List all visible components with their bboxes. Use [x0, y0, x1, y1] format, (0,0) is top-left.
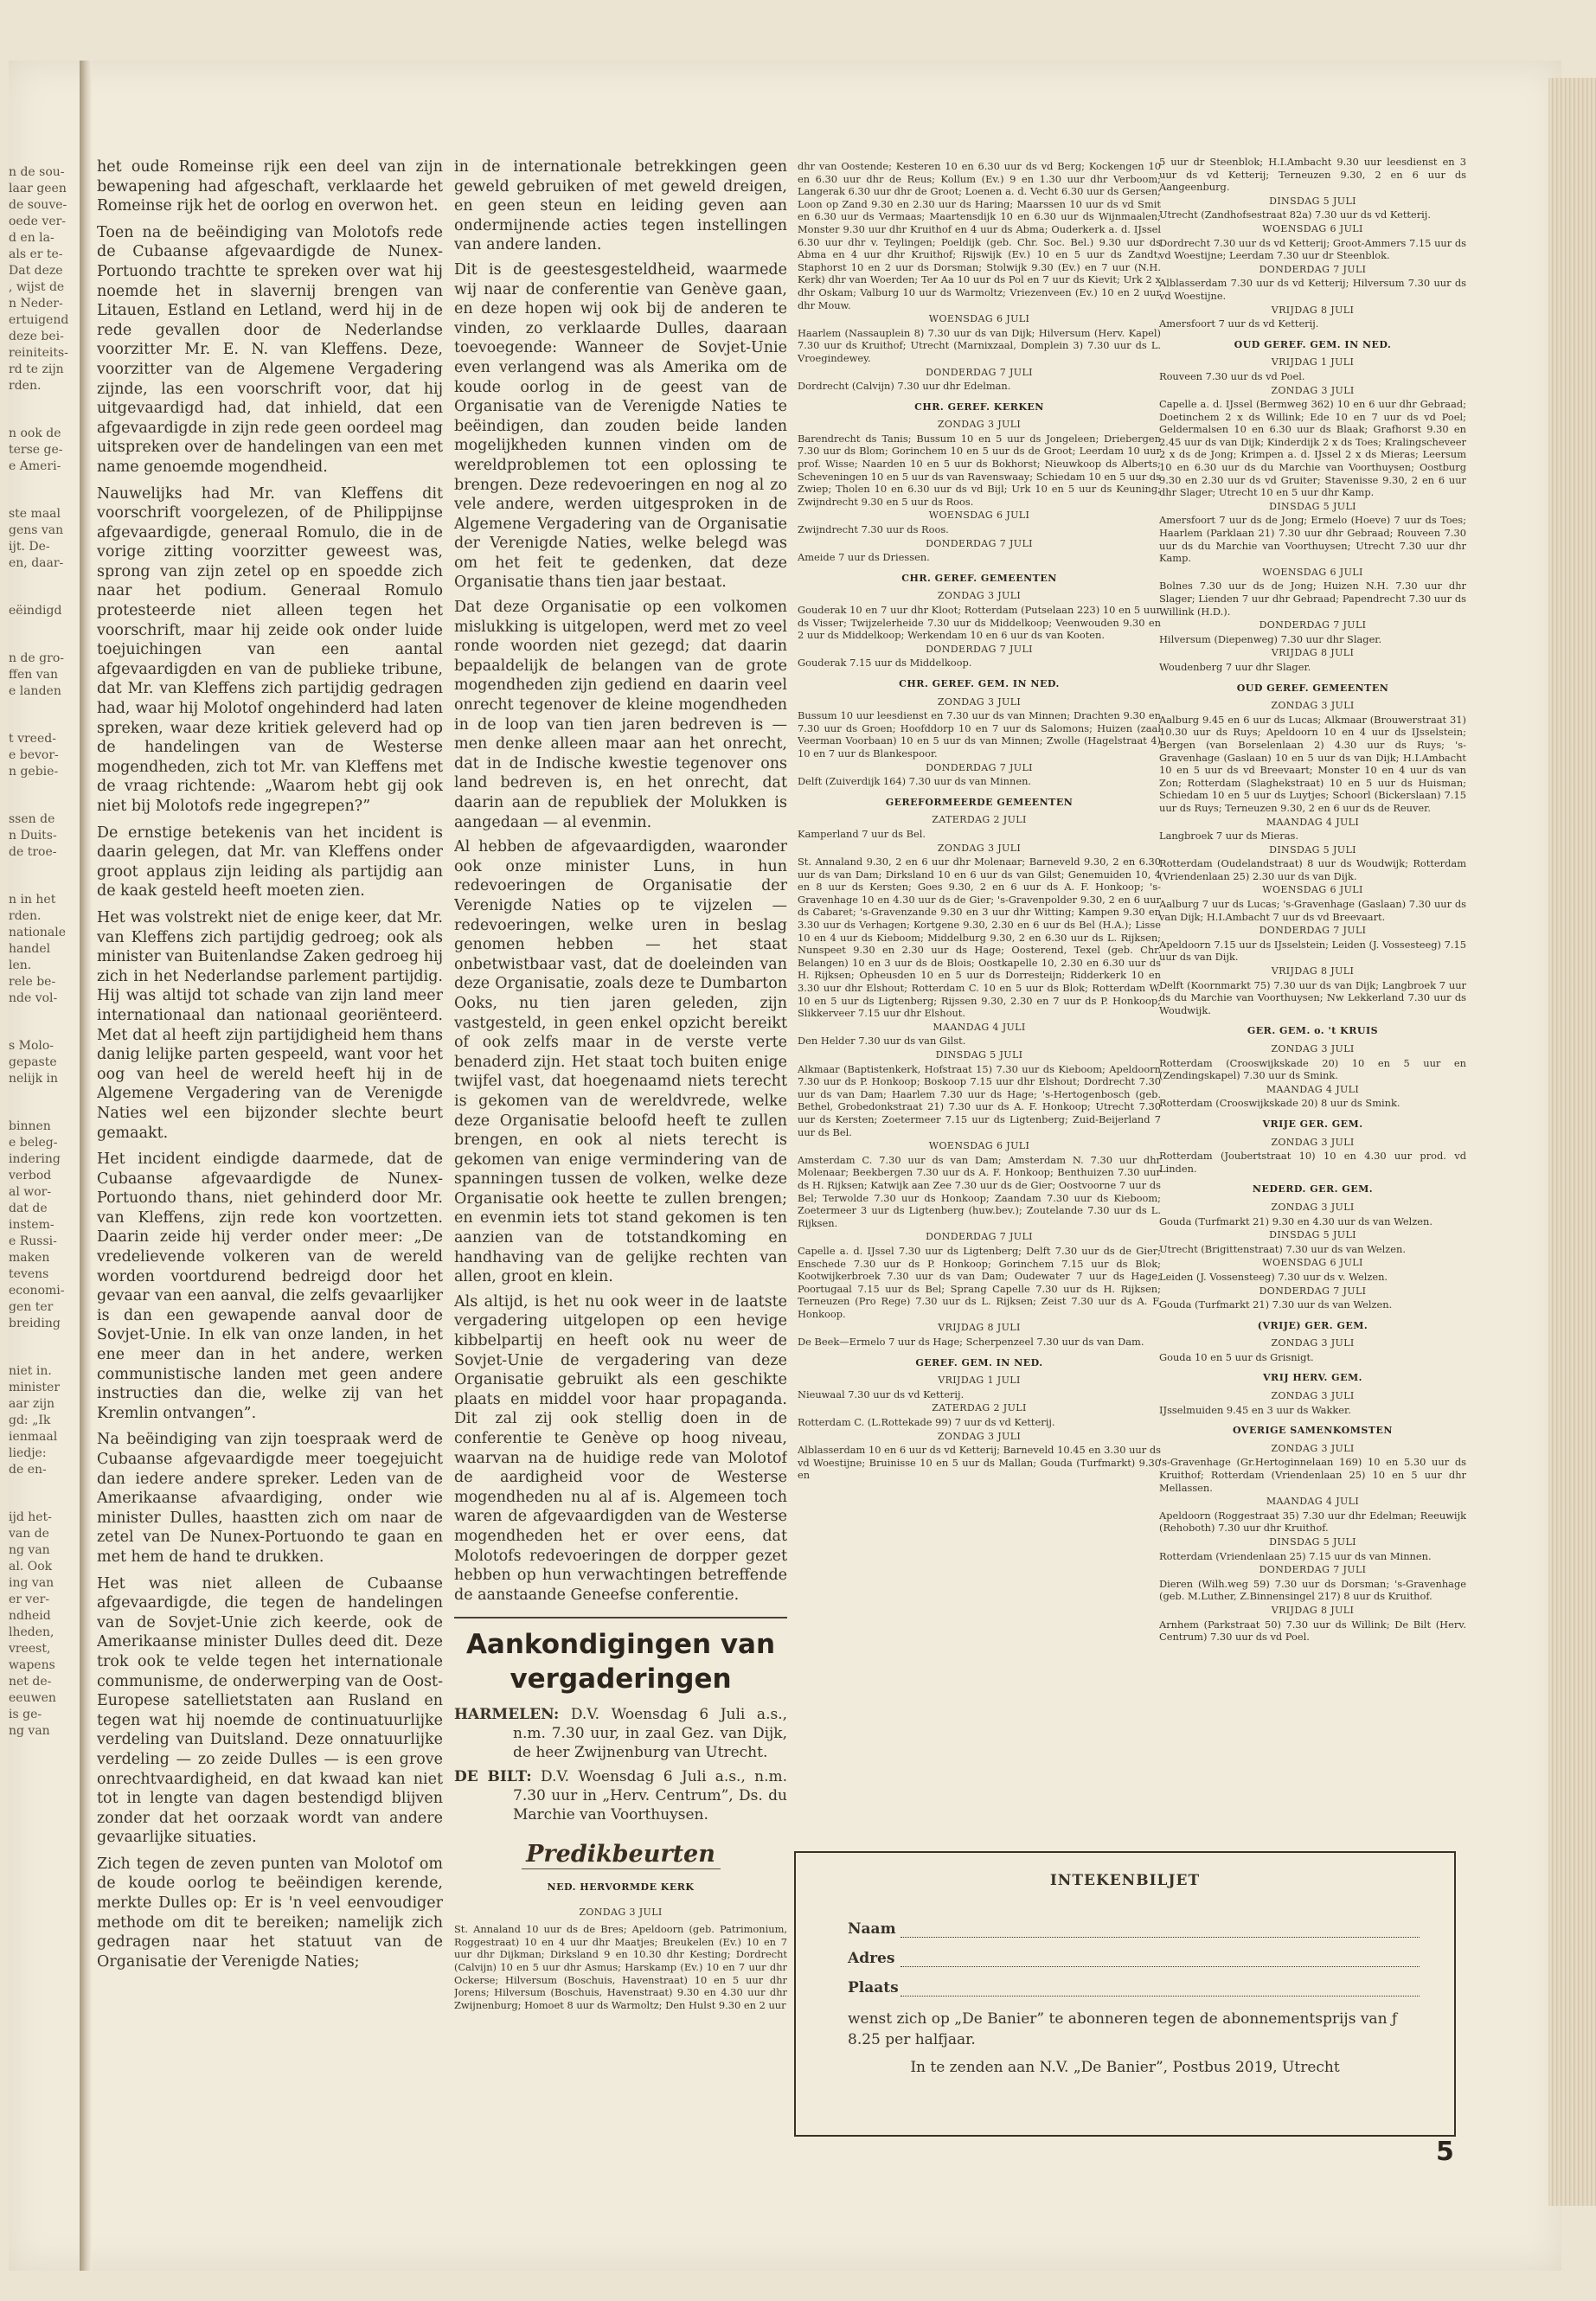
day-heading: DONDERDAG 7 JULI [926, 537, 1033, 549]
paragraph: De ernstige betekenis van het incident is daarin gelegen, dat Mr. van Kleffens onder groot applaus zijn leiding als partijdig aan de kaak gesteld heeft moeten zien. [97, 824, 443, 901]
service-listing: St. Annaland 10 uur ds de Bres; Apeldoorn (geb. Patrimonium, Roggestraat) 10 en 4 uur dhr Maatjes; Breukelen (Ev.) 10 en 7 uur dhr Dijkman; Dirksland 9 en 10.30 dhr Kesting; Dordrecht (Calvijn) 10 en 5 uur dhr Asmus; Harskamp (Ev.) 10 en 7 uur dhr Ockerse; Hilversum (Boschuis, Havenstraat) 10 en 5 uur dhr Jorens; Hilversum (Boschuis, Havenstraat) 9.30 en 4.30 uur dhr Zwijnenburg; Homoet 8 uur ds Warmoltz; Den Hulst 9.30 en 2 uur [454, 1923, 787, 2011]
paragraph: Zich tegen de zeven punten van Molotof om de koude oorlog te beëindigen kerende, merkte Dulles op: Er is 'n veel eenvoudiger methode om dit te bereiken; namelijk zich gedragen naar het statuut van de Organisatie der Verenigde Naties; [97, 1855, 443, 1971]
service-listing: Capelle a. d. IJssel (Bermweg 362) 10 en 6 uur dhr Gebraad; Doetinchem 2 x ds Willink; Ede 10 en 7 uur ds vd Poel; Geldermalsen 10 en 6.30 uur ds Blaak; Grafhorst 9.30 en 2.45 uur ds van Dijk; Kinderdijk 2 x ds Toes; Kralingscheveer 2 x ds de Jong; Krimpen a. d. IJssel 2 x ds Mieras; Leersum 10 en 6.30 uur ds du Marchie van Voorthuysen; Oostburg 9.30 en 2.30 uur ds vd Gruiter; Stavenisse 9.30, 2 en 6 uur dhr Slager; Utrecht 10 en 5 uur dhr Kamp. [1159, 398, 1466, 499]
day-heading: MAANDAG 4 JULI [1266, 1496, 1360, 1508]
service-listing: Dordrecht (Calvijn) 7.30 uur dhr Edelman. [798, 380, 1011, 393]
announcement-entry [454, 1767, 787, 1824]
church-heading: CHR. GEREF. KERKEN [914, 401, 1044, 413]
service-listing: Rouveen 7.30 uur ds vd Poel. [1159, 369, 1305, 382]
church-heading: GEREF. GEM. IN NED. [915, 1356, 1043, 1368]
church-heading: NEDERD. GER. GEM. [1252, 1183, 1374, 1195]
day-heading: ZONDAG 3 JULI [1271, 700, 1355, 712]
day-heading: ZONDAG 3 JULI [937, 590, 1022, 602]
paragraph: het oude Romeinse rijk een deel van zijn bewapening had afgeschaft, verklaarde het Romeinse rijk het de oorlog en overwon het. [97, 158, 443, 215]
service-listing: dhr van Oostende; Kesteren 10 en 6.30 uur ds vd Berg; Kockengen 10 en 6.30 uur dhr de Reus; Kollum (Ev.) 9 en 1.30 uur dhr Verboom; Langerak 6.30 uur dhr de Groot; Loenen a. d. Vecht 6.30 uur ds Gersen; Loon op Zand 9.30 en 2.30 uur ds Haring; Maarssen 10 uur ds vd Smit en 6.30 uur ds Vermaas; Maartensdijk 10 en 6.30 uur ds Wijnmaalen; Monster 9.30 uur dhr Kruithof en 4 uur ds Abma; Ouderkerk a. d. IJssel 6.30 uur dhr v. Teylingen; Poeldijk (geb. Chr. Soc. Bel.) 9.30 uur ds Abma en 4 uur dhr Kruithof; Rijswijk (Ev.) 10 en 5 uur ds Zandt; Staphorst 10 en 2 uur ds Dorsman; Stolwijk 9.30 (Ev.) en 7 uur (N.H. Kerk) dhr van Woerden; Ter Aa 10 uur ds Pol en 7 uur ds Kievit; Urk 2 x dhr Oskam; Valburg 10 uur ds Warmoltz; Vriezenveen (Ev.) 10 en 2 uur dhr Mouw. [798, 160, 1161, 311]
church-heading: OVERIGE SAMENKOMSTEN [1233, 1425, 1393, 1437]
service-listing: Rotterdam (Crooswijkskade 20) 8 uur ds Smink. [1159, 1097, 1401, 1110]
paragraph: Als altijd, is het nu ook weer in de laatste vergadering uitgelopen op een hevige kibbelpartij en heeft ook nu weer de Sovjet-Unie de vergadering van deze Organisatie gebruikt als een geschikte plaats en middel voor haar propaganda. Dit zal zij ook stellig doen in de conferentie te Genève op hoog niveau, waarvan na de huidige rede van Molotof de aardigheid voor de Westerse mogendheden nu al af is. Algemeen toch waren de afgevaardigden van de Westerse mogendheden het er over eens, dat Molotofs redevoeringen de dorpper gezet hebben op hun verwachtingen betreffende de aanstaande Geneefse conferentie. [454, 1292, 787, 1604]
coupon-address-field[interactable] [848, 1945, 1420, 1967]
announcement-text: D.V. Woensdag 6 Juli a.s., n.m. 7.30 uur, in zaal Gez. van Dijk, de heer Zwijnenburg van Utrecht. [513, 1706, 787, 1762]
day-heading: WOENSDAG 6 JULI [1262, 884, 1363, 896]
fragment-text: binnen e beleg- indering verbod al wor- dat de instem- e Russi- maken tevens economi- gen ter breiding [9, 1119, 65, 1330]
paragraph: Toen na de beëindiging van Molotofs rede de Cubaanse afgevaardigde de Nunex-Portuondo trachtte te spreken over wat hij noemde het in slavernij brengen van Litauen, Estland en Letland, werd hij in de rede gevallen door de Nederlandse voorzitter Mr. E. N. van Kleffens. Deze, voorzitter van de Algemene Vergadering zijnde, las een voorschrift voor, dat hij uitgevaardigd had, dat inhield, dat een afgevaardigde in zijn rede geen oordeel mag uitspreken over de handelingen van een met name genoemde mogendheid. [97, 223, 443, 476]
day-heading: MAANDAG 4 JULI [1266, 816, 1360, 828]
section-divider [454, 1617, 787, 1618]
field-line[interactable] [901, 1982, 1420, 1997]
day-heading: MAANDAG 4 JULI [933, 1021, 1026, 1033]
paragraph: Dat deze Organisatie op een volkomen mislukking is uitgelopen, werd met zo veel ronde woorden niet gezegd; dat daarin bepaaldelijk de belangen van de grote mogendheden zijn gediend en daarin veel onrecht tegenover de kleine mogendheden in de loop van tien jaren bedreven is — men denke alleen maar aan het onrecht, dat in de Indische kwestie tegenover ons land bedreven is, en het onrecht, dat daarin aan de republiek der Molukken is aangedaan — al evenmin. [454, 599, 787, 831]
day-heading: WOENSDAG 6 JULI [928, 1140, 1030, 1152]
service-listing: Hilversum (Diepenweg) 7.30 uur dhr Slager. [1159, 632, 1382, 645]
service-listing: Amsterdam C. 7.30 uur ds van Dam; Amsterdam N. 7.30 uur dhr Molenaar; Beekbergen 7.30 uur ds A. F. Honkoop; Benthuizen 7.30 uur ds H. Rijksen; Katwijk aan Zee 7.30 uur ds de Gier; Oostvoorne 7 uur ds Bel; Terwolde 7.30 uur ds Honkoop; Zaandam 7.30 uur ds Kieboom; Zoetermeer 3 uur ds Ligtenberg (huw.bev.); Zoutelande 7.30 uur ds L. Rijksen. [798, 1153, 1161, 1229]
service-listing: Nieuwaal 7.30 uur ds vd Ketterij. [798, 1388, 965, 1400]
church-heading: OUD GEREF. GEMEENTEN [1236, 682, 1389, 694]
coupon-name-field[interactable] [848, 1915, 1420, 1938]
day-heading: ZONDAG 3 JULI [1271, 1136, 1355, 1148]
coupon-title: INTEKENBILJET [1049, 1872, 1201, 1889]
service-listing: Rotterdam C. (L.Rottekade 99) 7 uur ds vd Ketterij. [798, 1416, 1055, 1429]
day-heading: ZONDAG 3 JULI [1271, 1442, 1355, 1454]
service-listing: Den Helder 7.30 uur ds van Gilst. [798, 1035, 966, 1048]
day-heading: DINSDAG 5 JULI [1269, 843, 1356, 856]
article-column-1 [97, 157, 443, 1978]
day-heading: VRIJDAG 8 JULI [1271, 304, 1355, 316]
day-heading: DINSDAG 5 JULI [1269, 1229, 1356, 1241]
day-heading: VRIJDAG 8 JULI [1271, 1604, 1355, 1616]
fragment-text: n de gro- ffen van e landen [9, 651, 64, 698]
previous-page-fragments [9, 164, 78, 1771]
day-heading: ZONDAG 3 JULI [1271, 384, 1355, 396]
subscription-coupon [794, 1851, 1456, 2137]
paragraph: Nauwelijks had Mr. van Kleffens dit voorschrift voorgelezen, of de Philippijnse afgevaardigde, generaal Romulo, die in de vorige zitting voorzitter geweest was, sprong van zijn zetel op en spoedde zich naar het podium. Generaal Romulo protesteerde niet alleen tegen het voorschrift, maar hij zeide ook onder luide toejuichingen van een aantal afgevaardigden en van de publieke tribune, dat Mr. van Kleffens zich partijdig gedragen had, waar hij Molotof ongehinderd had laten spreken, waar deze kritiek geleverd had op de handelingen van de Westerse mogendheden, zich tot Mr. van Kleffens met de vraag richtende: „Waarom hebt gij ook niet bij Molotofs rede ingegrepen?” [97, 484, 443, 815]
paragraph: Al hebben de afgevaardigden, waaronder ook onze minister Luns, in hun redevoeringen de Organisatie der Verenigde Naties op te vijzelen — redevoeringen, welke uren in beslag genomen hebben — het staat onbetwistbaar vast, dat de doeleinden van deze Organisatie, zoals deze te Dumbarton Ooks, nu tien jaren geleden, zijn vastgesteld, in geen enkel opzicht bereikt of ook zelfs maar in de verste verte benaderd zijn. Het staat toch buiten enige twijfel vast, dat hoegenaamd niets terecht is gekomen van de wereldvrede, welke deze Organisatie beloofd heeft te zullen brengen, en ook al niets terecht is gekomen van enige vermindering van de spanningen tussen de volken, welke deze Organisatie ook heette te zullen brengen; en evenmin iets tot stand gekomen is ten aanzien van de totstandkoming en handhaving van de gelijke rechten van allen, groot en klein. [454, 838, 787, 1286]
fragment-text: n in het rden. nationale handel len. rele be- nde vol- [9, 893, 67, 1005]
day-heading: DONDERDAG 7 JULI [1259, 1564, 1367, 1576]
service-listing: Gouda (Turfmarkt 21) 9.30 en 4.30 uur ds van Welzen. [1159, 1215, 1433, 1227]
church-heading: VRIJE GER. GEM. [1262, 1118, 1363, 1130]
day-heading: ZONDAG 3 JULI [1271, 1043, 1355, 1054]
service-listing: Delft (Koornmarkt 75) 7.30 uur ds van Dijk; Langbroek 7 uur ds du Marchie van Voorthuysen; Nw Lekkerland 7.30 uur ds Woudwijk. [1159, 978, 1466, 1016]
announcement-entry [454, 1705, 787, 1762]
fragment-text: eëindigd [9, 604, 62, 618]
service-listing: 's-Gravenhage (Gr.Hertoginnelaan 169) 10 en 5.30 uur ds Kruithof; Rotterdam (Vriendenlaan 25) 10 en 5 uur dhr Mellassen. [1159, 1456, 1466, 1494]
day-heading: DONDERDAG 7 JULI [1259, 1285, 1367, 1297]
page-fold [80, 61, 92, 2271]
day-heading: VRIJDAG 8 JULI [938, 1322, 1021, 1334]
church-heading: GER. GEM. o. 't KRUIS [1247, 1025, 1379, 1037]
service-listing: Barendrecht ds Tanis; Bussum 10 en 5 uur ds Jongeleen; Driebergen 7.30 uur ds Blom; Gorinchem 10 en 5 uur ds de Groot; Leerdam 10 uur prof. Wisse; Naarden 10 en 5 uur ds Bokhorst; Nieuwkoop ds Alberts; Scheveningen 10 en 5 uur ds van Ravenswaay; Schiedam 10 en 5 uur ds Zwiep; Tholen 10 en 6.30 uur ds vd Bijl; Urk 10 en 5 uur ds Keuning; Zwijndrecht 9.30 en 5 uur ds Roos. [798, 432, 1161, 508]
field-line[interactable] [901, 1923, 1420, 1938]
service-listing: Gouda (Turfmarkt 21) 7.30 uur ds van Welzen. [1159, 1298, 1393, 1311]
day-heading: WOENSDAG 6 JULI [1262, 566, 1363, 578]
day-heading: ZATERDAG 2 JULI [932, 1402, 1027, 1414]
day-heading: DONDERDAG 7 JULI [926, 643, 1033, 655]
day-heading: ZONDAG 3 JULI [1271, 1201, 1355, 1213]
field-line[interactable] [901, 1952, 1420, 1967]
fragment-text: ste maal gens van ijt. De- en, daar- [9, 507, 64, 570]
day-heading: ZONDAG 3 JULI [1271, 1337, 1355, 1349]
service-listing: Kamperland 7 uur ds Bel. [798, 827, 926, 840]
service-listing: St. Annaland 9.30, 2 en 6 uur dhr Molenaar; Barneveld 9.30, 2 en 6.30 uur ds van Dam; Dirksland 10 en 6 uur ds van Gilst; Genemuiden 10, 4 en 8 uur ds Kersten; Goes 9.30, 2 en 6 uur ds A. F. Honkoop; 's-Gravenhage 10 en 4.30 uur ds de Gier; 's-Gravenpolder 9.30, 2 en 6 uur ds Cabaret; 's-Gravenzande 9.30 en 3 uur dhr Witting; Kampen 9.30 en 3.30 uur ds Verhagen; Kortgene 9.30, 2.30 en 6 uur ds Bel (H.A.); Lisse 10 en 4 uur ds Kieboom; Middelburg 9.30, 2 en 6.30 uur ds L. Rijksen; Nunspeet 9.30 en 2.30 uur ds Hage; Oosterend, Texel (geb. Chr. Belangen) 10 en 3 uur ds de Blois; Oostkapelle 10, 2.30 en 6.30 uur ds H. Rijksen; Opheusden 10 en 5 uur ds Dorresteijn; Ridderkerk 10 en 3.30 uur dhr Elshout; Rotterdam C. 10 en 5 uur ds Blok; Rotterdam W. 10 en 5 uur ds Ligtenberg; Rijssen 9.30, 2.30 en 7 uur ds P. Honkoop; Slikkerveer 7.15 uur dhr Elshout. [798, 856, 1161, 1020]
paragraph: Het was volstrekt niet de enige keer, dat Mr. van Kleffens zich partijdig gedroeg; ook als minister van Buitenlandse Zaken gedroeg hij zich in het Nederlandse parlement partijdig. Hij was altijd tot schade van zijn land meer internationaal dan nationaal georiënteerd. Met dat al heeft zijn partijdigheid hem thans danig lelijke parten gespeeld, want voor het oog van heel de wereld heeft hij in de Algemene Vergadering van de Verenigde Naties wel een bijzonder slechte beurt gemaakt. [97, 908, 443, 1142]
service-listing: Delft (Zuiverdijk 164) 7.30 uur ds van Minnen. [798, 775, 1032, 788]
day-heading: ZONDAG 3 JULI [937, 695, 1022, 708]
day-heading: DINSDAG 5 JULI [1269, 500, 1356, 512]
day-heading: MAANDAG 4 JULI [1266, 1083, 1360, 1095]
service-listing: Langbroek 7 uur ds Mieras. [1159, 830, 1298, 843]
service-listing: Rotterdam (Crooswijkskade 20) 10 en 5 uur en (Zendingskapel) 7.30 uur ds Smink. [1159, 1056, 1466, 1082]
service-listing: Arnhem (Parkstraat 50) 7.30 uur ds Willink; De Bilt (Herv. Centrum) 7.30 uur ds vd Poel. [1159, 1618, 1466, 1644]
service-listing: Apeldoorn 7.15 uur ds IJsselstein; Leiden (J. Vossesteeg) 7.15 uur ds van Dijk. [1159, 938, 1466, 964]
day-heading: DONDERDAG 7 JULI [1259, 263, 1367, 275]
day-heading: VRIJDAG 8 JULI [1271, 647, 1355, 659]
day-heading: ZONDAG 3 JULI [937, 1430, 1022, 1442]
service-listing: Leiden (J. Vossensteeg) 7.30 uur ds v. Welzen. [1159, 1270, 1388, 1283]
church-heading: GEREFORMEERDE GEMEENTEN [885, 796, 1074, 808]
day-heading: ZONDAG 3 JULI [937, 419, 1022, 431]
predikbeurten-rule [522, 1868, 721, 1869]
service-listing: Amersfoort 7 uur ds de Jong; Ermelo (Hoeve) 7 uur ds Toes; Haarlem (Parklaan 21) 7.30 uur dhr Gebraad; Rouveen 7.30 uur ds du Marchie van Voorthuysen; Utrecht 7.30 uur dhr Kamp. [1159, 514, 1466, 565]
coupon-text: wenst zich op „De Banier” te abonneren tegen de abonnementsprijs van ƒ 8.25 per halfjaar. [848, 2010, 1398, 2048]
church-heading: OUD GEREF. GEM. IN NED. [1234, 338, 1392, 350]
day-heading: VRIJDAG 8 JULI [1271, 965, 1355, 977]
service-listing: Utrecht (Zandhofsestraat 82a) 7.30 uur ds vd Ketterij. [1159, 208, 1431, 221]
service-listing: Ameide 7 uur ds Driessen. [798, 551, 930, 564]
day-heading: VRIJDAG 1 JULI [1271, 356, 1355, 369]
service-listing: De Beek—Ermelo 7 uur ds Hage; Scherpenzeel 7.30 uur ds van Dam. [798, 1336, 1144, 1349]
church-heading: NED. HERVORMDE KERK [547, 1881, 695, 1893]
paragraph: Na beëindiging van zijn toespraak werd de Cubaanse afgevaardigde meer toegejuicht dan iedere andere spreker. Leden van de Amerikaanse afvaardiging, onder wie minister Dulles, haastten zich om naar de zetel van De Nunex-Portuondo te gaan en met hem de hand te drukken. [97, 1431, 443, 1566]
announcement-text: D.V. Woensdag 6 Juli a.s., n.m. 7.30 uur in „Herv. Centrum”, Ds. du Marchie van Voorthuysen. [513, 1768, 787, 1824]
service-listing: Aalburg 7 uur ds Lucas; 's-Gravenhage (Gaslaan) 7.30 uur ds van Dijk; H.I.Ambacht 7 uur ds vd Breevaart. [1159, 898, 1466, 923]
service-listing: Alkmaar (Baptistenkerk, Hofstraat 15) 7.30 uur ds Kieboom; Apeldoorn 7.30 uur ds P. Honkoop; Boskoop 7.15 uur dhr Elshout; Dordrecht 7.30 uur ds van Dam; Haarlem 7.30 uur ds Hage; 's-Hertogenbosch (geb. Bethel, Grobedonkstraat 21) 7.30 uur ds A. F. Honkoop; Utrecht 7.30 uur ds Kersten; Zoetermeer 7.15 uur ds Ligtenberg; Zuid-Beijerland 7 uur ds Bel. [798, 1062, 1161, 1138]
day-heading: DINSDAG 5 JULI [935, 1049, 1023, 1061]
service-listing: Dordrecht 7.30 uur ds vd Ketterij; Groot-Ammers 7.15 uur ds vd Woestijne; Leerdam 7.30 uur dr Steenblok. [1159, 236, 1466, 262]
day-heading: WOENSDAG 6 JULI [1262, 1257, 1363, 1269]
service-listing: Zwijndrecht 7.30 uur ds Roos. [798, 523, 949, 536]
day-heading: DONDERDAG 7 JULI [926, 761, 1033, 773]
day-heading: ZONDAG 3 JULI [937, 842, 1022, 854]
day-heading: DINSDAG 5 JULI [1269, 195, 1356, 207]
day-heading: ZONDAG 3 JULI [579, 1906, 663, 1918]
service-listing: Gouderak 7.15 uur ds Middelkoop. [798, 657, 972, 670]
paragraph: Dit is de geestesgesteldheid, waarmede wij naar de conferentie van Genève gaan, en deze hopen wij ook bij de anderen te vinden, zo verklaarde Dulles, daaraan toevoegende: Wanneer de Sovjet-Unie even verlangend was als Amerika om de koude oorlog in de geest van de Organisatie van de Verenigde Naties te beëindigen, dan zouden beide landen mogelijkheden kunnen vinden om de wereldproblemen tot een oplossing te brengen. Deze redevoeringen en nog al zo vele andere, werden uitgesproken in de Algemene Vergadering van de Organisatie der Verenigde Naties, welke belegd was om het feit te gedenken, dat deze Organisatie thans tien jaar bestaat. [454, 260, 787, 592]
service-listing: Rotterdam (Joubertstraat 10) 10 en 4.30 uur prod. vd Linden. [1159, 1150, 1466, 1175]
service-listing: Capelle a. d. IJssel 7.30 uur ds Ligtenberg; Delft 7.30 uur ds de Gier; Enschede 7.30 uur ds P. Honkoop; Gorinchem 7.15 uur ds Blok; Kootwijkerbroek 7.30 uur ds van Dam; Oudewater 7 uur ds Hage; Poortugaal 7.15 uur ds Bel; Sprang Capelle 7.30 uur ds H. Rijksen; Terneuzen (Pro Rege) 7.30 uur ds L. Rijksen; Zeist 7.30 uur ds A. F. Honkoop. [798, 1244, 1161, 1320]
day-heading: DONDERDAG 7 JULI [926, 1231, 1033, 1243]
day-heading: WOENSDAG 6 JULI [1262, 222, 1363, 234]
article-column-2 [454, 157, 787, 2011]
paragraph: Het was niet alleen de Cubaanse afgevaardigde, die tegen de handelingen van de Sovjet-Unie zich keerde, ook de Amerikaanse minister Dulles deed dit. Deze trok ook te velde tegen het internationale communisme, de onderwerping van de Oost-Europese satellietstaten aan Rusland en tegen wat hij noemde de continuatuurlijke verdeling van Duitsland. Deze onnatuurlijke verdeling — zo zeide Dulles — is een grove onrechtvaardigheid, en dat kwaad kan niet tot in lengte van dagen bestendigd blijven zonder dat het oorzaak wordt van andere gevaarlijke situaties. [97, 1574, 443, 1847]
fragment-text: n ook de terse ge- e Ameri- [9, 426, 63, 473]
day-heading: WOENSDAG 6 JULI [928, 313, 1030, 325]
day-heading: ZONDAG 3 JULI [1271, 1390, 1355, 1402]
church-heading: CHR. GEREF. GEM. IN NED. [899, 677, 1060, 689]
field-label: Plaats [848, 1979, 899, 1997]
services-column-4 [1159, 156, 1466, 1838]
article-continuation [454, 157, 787, 1605]
service-listing: Amersfoort 7 uur ds vd Ketterij. [1159, 317, 1319, 330]
service-listing: Rotterdam (Oudelandstraat) 8 uur ds Woudwijk; Rotterdam (Vriendenlaan 25) 2.30 uur ds van Dijk. [1159, 857, 1466, 882]
service-listing: Apeldoorn (Roggestraat 35) 7.30 uur dhr Edelman; Reeuwijk (Rehoboth) 7.30 uur dhr Kruithof. [1159, 1509, 1466, 1535]
fragment-text: n de sou- laar geen de souve- oede ver- d en la- als er te- Dat deze , wijst de n Neder- ertuigend deze bei- reiniteits- rd te zijn rden. [9, 165, 69, 393]
announcements-heading: Aankondigingen van vergaderingen [465, 1629, 776, 1695]
coupon-place-field[interactable] [848, 1974, 1420, 1997]
service-listing: Gouda 10 en 5 uur ds Grisnigt. [1159, 1350, 1314, 1363]
day-heading: DINSDAG 5 JULI [1269, 1536, 1356, 1548]
service-listing: Bussum 10 uur leesdienst en 7.30 uur ds van Minnen; Drachten 9.30 en 7.30 uur ds Groen; Hoofddorp 10 en 7 uur ds Salomons; Huizen (zaal Veerman Voorbaan) 10 en 5 uur ds van Minnen; Zwolle (Hagelstraat 4) 10 en 7 uur ds Blankespoor. [798, 709, 1161, 760]
field-label: Adres [848, 1950, 895, 1967]
service-listing: Rotterdam (Vriendenlaan 25) 7.15 uur ds van Minnen. [1159, 1549, 1432, 1562]
day-heading: DONDERDAG 7 JULI [1259, 925, 1367, 937]
service-listing: Dieren (Wilh.weg 59) 7.30 uur ds Dorsman; 's-Gravenhage (geb. M.Luther, Z.Binnensingel 217) 8 uur ds Kruithof. [1159, 1577, 1466, 1603]
paragraph: Het incident eindigde daarmede, dat de Cubaanse afgevaardigde de Nunex-Portuondo thans, niet gehinderd door Mr. van Kleffens, zijn rede kon voortzetten. Daarin zeide hij verder onder meer: „De vredelievende volkeren van de wereld worden voortdurend bedreigd door het gevaar van een aanval, die zelfs gevaarlijker is dan een gewapende aanval door de Sovjet-Unie. In elk van onze landen, in het ene meer dan in het andere, werken communistische landen met geen andere instructies dan die, welke zij van het Kremlin ontvangen”. [97, 1150, 443, 1422]
service-listing: Utrecht (Brigittenstraat) 7.30 uur ds van Welzen. [1159, 1242, 1406, 1255]
church-heading: CHR. GEREF. GEMEENTEN [901, 572, 1057, 584]
service-listing: Alblasserdam 10 en 6 uur ds vd Ketterij; Barneveld 10.45 en 3.30 uur ds vd Woestijne; Bruinisse 10 en 5 uur ds Mallan; Gouda (Turfmarkt) 9.30 en [798, 1444, 1161, 1482]
services-column-3 [798, 160, 1161, 1834]
day-heading: WOENSDAG 6 JULI [928, 510, 1030, 522]
announcement-place: HARMELEN: [454, 1706, 560, 1724]
page-edge-stack [1548, 78, 1596, 2206]
announcements-list [454, 1705, 787, 1824]
paragraph: in de internationale betrekkingen geen geweld gebruiken of met geweld dreigen, en geen steun en leiding geven aan ondermijnende acties tegen instellingen van andere landen. [454, 158, 787, 254]
fragment-text: niet in. minister aar zijn gd: „Ik ienmaal liedje: de en- [9, 1364, 61, 1477]
service-listing: Gouderak 10 en 7 uur dhr Kloot; Rotterdam (Putselaan 223) 10 en 5 uur ds Visser; Twijzelerheide 7.30 uur ds Middelkoop; Veenwouden 9.30 en 2 uur ds Middelkoop; Werkendam 10 en 6 uur ds van Kooten. [798, 604, 1161, 642]
fragment-text: ijd het- van de ng van al. Ook ing van er ver- ndheid lheden, vreest, wapens net de- eeuwen is ge- ng van [9, 1510, 56, 1738]
service-listing: Woudenberg 7 uur dhr Slager. [1159, 660, 1311, 673]
field-label: Naam [848, 1920, 896, 1938]
fragment-text: t vreed- e bevor- n gebie- [9, 732, 59, 779]
day-heading: DONDERDAG 7 JULI [926, 366, 1033, 378]
service-listing: Aalburg 9.45 en 6 uur ds Lucas; Alkmaar (Brouwerstraat 31) 10.30 uur ds Ruys; Apeldoorn 10 en 4 uur ds IJsselstein; Bergen (van Borselenlaan 2) 4.30 uur ds Ruys; 's-Gravenhage (Gaslaan) 10 en 5 uur ds van Dijk; H.I.Ambacht 10 en 5 uur ds vd Breevaart; Monster 10 en 4 uur ds van Zon; Rotterdam (Slaghekstraat) 10 en 5 uur ds Huisman; Schiedam 10 en 5 uur ds Luytjes; Schoorl (Bickerslaan) 7.15 uur ds Ruys; Terneuzen 9.30, 2 en 6 uur ds de Reuver. [1159, 713, 1466, 814]
day-heading: ZATERDAG 2 JULI [932, 814, 1027, 826]
announcement-place: DE BILT: [454, 1768, 532, 1786]
service-listing: IJsselmuiden 9.45 en 3 uur ds Wakker. [1159, 1403, 1351, 1416]
service-listing: Bolnes 7.30 uur ds de Jong; Huizen N.H. 7.30 uur dhr Slager; Lienden 7 uur dhr Gebraad; Papendrecht 7.30 uur ds Willink (H.D.). [1159, 580, 1466, 618]
service-listing: Alblasserdam 7.30 uur ds vd Ketterij; Hilversum 7.30 uur ds vd Woestijne. [1159, 277, 1466, 302]
service-listing: Haarlem (Nassauplein 8) 7.30 uur ds van Dijk; Hilversum (Herv. Kapel) 7.30 uur ds Kruithof; Utrecht (Marnixzaal, Domplein 3) 7.30 uur ds L. Vroegindewey. [798, 326, 1161, 364]
day-heading: VRIJDAG 1 JULI [938, 1375, 1021, 1387]
fragment-text: s Molo- gepaste nelijk in [9, 1039, 59, 1086]
page-number: 5 [1436, 2137, 1454, 2167]
church-heading: (VRIJE) GER. GEM. [1257, 1319, 1368, 1331]
coupon-send-to: In te zenden aan N.V. „De Banier”, Postbus 2019, Utrecht [910, 2059, 1340, 2076]
church-heading: VRIJ HERV. GEM. [1263, 1372, 1362, 1384]
fragment-text: ssen de n Duits- de troe- [9, 812, 57, 859]
day-heading: DONDERDAG 7 JULI [1259, 619, 1367, 631]
service-listing: 5 uur dr Steenblok; H.I.Ambacht 9.30 uur leesdienst en 3 uur ds vd Ketterij; Terneuzen 9.30, 2 en 6 uur ds Aangeenburg. [1159, 156, 1466, 194]
predikbeurten-heading: Predikbeurten [526, 1841, 715, 1868]
